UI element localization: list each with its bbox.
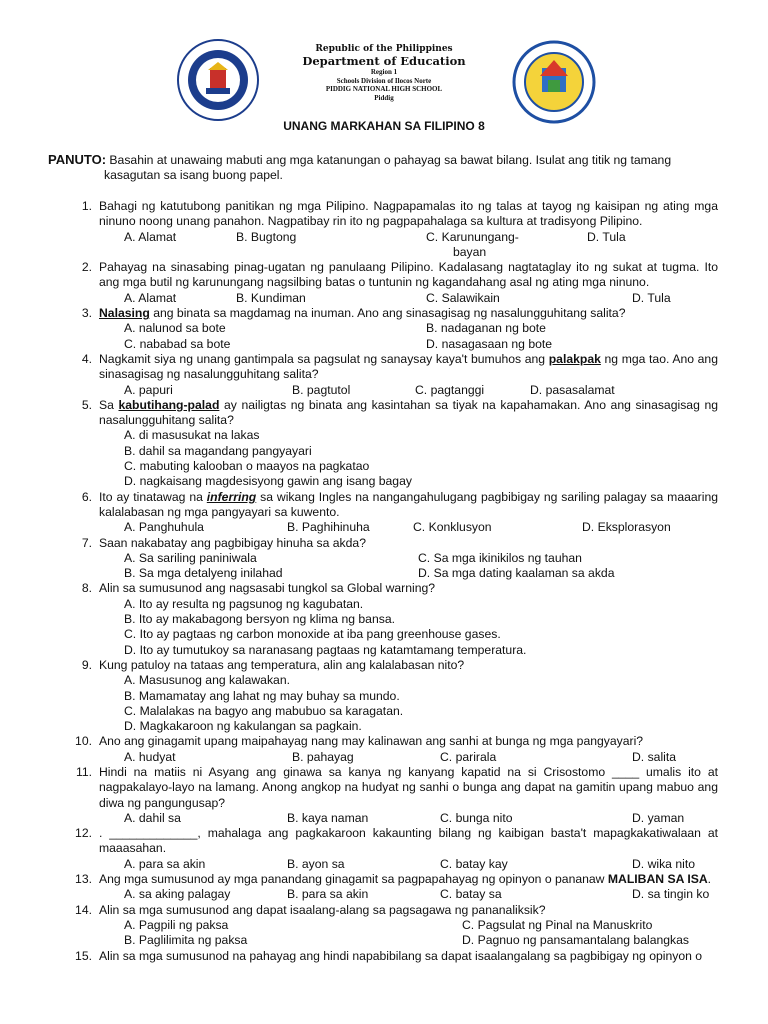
choice-c: C. pagtanggi [415,382,485,397]
question-text: Alin sa mga sumusunod na pahayag ang hindi napabibilang sa dapat isaalangalang sa pagbibigay ng opinyon o [99,948,703,963]
question-text-cont: ay nailigtas ng binata ang kasintahan sa tiyak na kapahamakan. Ano ang sinasagisag ng nasalungguhitang salita? [99,397,718,428]
instructions-line-1: Basahin at unawaing mabuti ang mga katanungan o pahayag sa bawat bilang. Isulat ang titik ng tamang [109,153,672,167]
question-text: Bahagi ng katutubong panitikan ng mga Pilipino. Nagpapamalas ito ng talas at tayog ng kaisipan ng ating mga ninuno noong unang panahon. Nagpatibay rin ito ng pagpapahalaga sa kultura at tradisyong Pilipino. [99,199,718,229]
question-number: 14. [75,902,92,917]
letterhead [0,44,768,102]
question-2 [0,260,768,291]
question-text-cont: . [707,872,712,887]
choice-a: A. Alamat [124,290,177,305]
choices-11 [0,811,768,826]
question-11 [0,765,768,811]
choice-a: A. para sa akin [124,856,206,871]
question-list [0,199,768,964]
choice-d: D. wika nito [632,856,695,871]
choices-13 [0,887,768,902]
choice-a: A. di masusukat na lakas [124,428,260,443]
choice-a: A. Pagpili ng paksa [124,917,229,932]
question-number: 2. [81,260,92,275]
choice-a: A. Sa sariling paniniwala [124,550,257,565]
choice-c: C. Konklusyon [413,520,492,535]
choices-3-row1 [0,321,768,336]
choice-a: A. Masusunog ang kalawakan. [124,673,290,688]
region-line: Region 1 [370,68,398,76]
emphasized-phrase: MALIBAN SA ISA [607,872,708,887]
choice-b: B. kaya naman [287,810,369,825]
question-9 [0,658,768,673]
question-4 [0,352,768,383]
question-5 [0,398,768,429]
choice-b: B. Paglilimita ng paksa [124,933,248,948]
choice-d: D. Pagnuo ng pansamantalang balangkas [462,933,689,948]
question-number: 5. [81,397,92,412]
choice-b: B. pahayag [292,749,354,764]
choice-b: B. pagtutol [292,382,351,397]
question-number: 1. [81,199,92,213]
question-number: 10. [75,734,92,749]
question-number: 11. [75,764,92,779]
choices-6 [0,520,768,535]
question-text: Pahayag na sinasabing pinag-ugatan ng panulaang Pilipino. Kadalasang nagtataglay ito ng sukat at tugma. Ito ang mga butil ng karunungang nagsilbing batas o tuntunin ng kagandahang asal ng ating mga ninuno. [99,260,718,290]
choice-a: A. dahil sa [124,810,181,825]
choice-d: D. Tula [587,229,626,244]
question-1 [0,199,768,230]
underlined-word: inferring [206,489,257,504]
choices-4 [0,383,768,398]
choice-d: D. Magkakaroon ng kakulangan sa pagkain. [124,719,362,734]
question-15 [0,949,768,964]
choice-c: C. parirala [440,749,497,764]
question-text: Saan nakabatay ang pagbibigay hinuha sa akda? [99,535,366,550]
instructions-label: PANUTO: [48,152,107,167]
department-line: Department of Education [302,54,466,68]
question-number: 9. [81,657,92,672]
question-6 [0,490,768,521]
choice-c: C. Ito ay pagtaas ng carbon monoxide at iba pang greenhouse gases. [124,627,501,642]
choice-c: C. Sa mga ikinikilos ng tauhan [418,550,582,565]
question-text: Ang mga sumusunod ay mga panandang ginagamit sa pagpapahayag ng opinyon o pananaw [99,872,608,887]
choice-d: D. Sa mga dating kaalaman sa akda [418,566,615,581]
choice-a: A. Alamat [124,229,177,244]
choice-d: D. nasagasaan ng bote [426,336,553,351]
choice-b: B. para sa akin [287,887,369,902]
choice-a: A. papuri [124,382,173,397]
choice-b: B. Ito ay makabagong bersyon ng klima ng bansa. [124,612,395,627]
choices-14-row1 [0,918,768,933]
choice-b: B. Mamamatay ang lahat ng may buhay sa mundo. [124,688,400,703]
town-line: Piddig [374,93,394,102]
question-3 [0,306,768,321]
underlined-word: Nalasing [99,306,150,321]
choice-b: B. Kundiman [236,290,306,305]
choices-10 [0,750,768,765]
choice-c: C. Karunungang- [426,229,519,244]
choice-c: C. Pagsulat ng Pinal na Manuskrito [462,917,653,932]
choice-b: B. dahil sa magandang pangyayari [124,443,312,458]
choices-7-row2 [0,566,768,581]
choice-c: C. batay sa [440,887,502,902]
choices-1 [0,230,768,245]
choice-c: C. mabuting kalooban o maayos na pagkatao [124,459,370,474]
choices-12 [0,857,768,872]
choice-c: C. nababad sa bote [124,336,231,351]
choices-14-row2 [0,933,768,948]
choice-d: D. Ito ay tumutukoy sa naranasang pagtaas ng katamtamang temperatura. [124,642,527,657]
question-14 [0,903,768,918]
republic-line: Republic of the Philippines [315,44,453,54]
question-number: 4. [81,351,92,366]
division-line: Schools Division of Ilocos Norte [336,76,432,85]
question-number: 8. [81,581,92,596]
choice-c-cont: bayan [453,244,487,259]
choice-b: B. Paghihinuha [287,520,370,535]
choice-d: D. Eksplorasyon [582,520,671,535]
underlined-word: palakpak [548,351,601,366]
instructions [48,152,728,183]
instructions-line-2: kasagutan sa isang buong papel. [104,168,283,182]
question-text: . _____________, mahalaga ang pagkakaroon kakaunting bilang ng kaibigan basta't mapagkakatiwalaan at maaasahan. [99,826,718,856]
question-number: 6. [81,489,92,504]
choice-c: C. Salawikain [426,290,500,305]
question-text-cont: sa wikang Ingles na nangangahulugang pagbibigay ng sariling palagay sa maaaring kalalabasan ng mga pangyayari sa kuwento. [99,489,718,519]
question-text-cont: ng mga tao. Ano ang sinasagisag ng nasalungguhitang salita? [99,351,718,382]
choice-d: D. yaman [632,810,685,825]
choice-a: A. sa aking palagay [124,887,231,902]
choice-a: A. Panghuhula [124,520,204,535]
question-number: 7. [81,535,92,550]
question-number: 13. [75,872,92,887]
choice-b: B. Sa mga detalyeng inilahad [124,566,283,581]
question-text: Sa [99,397,119,412]
question-text: Ito ay tinatawag na [99,489,207,504]
choice-a: A. nalunod sa bote [124,321,226,336]
choice-c: C. Malalakas na bagyo ang mabubuo sa karagatan. [124,703,404,718]
choice-d: D. Tula [632,290,671,305]
choice-a: A. hudyat [124,749,176,764]
question-text: Alin sa sumusunod ang nagsasabi tungkol sa Global warning? [99,581,436,596]
question-8 [0,581,768,596]
question-text: Hindi na matiis ni Asyang ang ginawa sa kanya ng kanyang kapatid na si Crisostomo ____ umalis ito at nagpakalayo-layo na lamang. Anong angkop na hudyat ng sanhi o bunga ang dapat na gamitin upang mabuo ang diwa ng pangungusap? [99,764,718,810]
question-number: 12. [75,826,92,841]
question-12 [0,826,768,857]
school-line: PIDDIG NATIONAL HIGH SCHOOL [325,85,443,93]
choice-d: D. salita [632,749,677,764]
question-13 [0,872,768,887]
question-10 [0,734,768,749]
question-number: 15. [75,948,92,963]
choices-1-cont [0,245,768,260]
question-text: Nagkamit siya ng unang gantimpala sa pagsulat ng sanaysay kaya't bumuhos ang [99,351,549,366]
question-text: Kung patuloy na tataas ang temperatura, alin ang kalalabasan nito? [99,657,465,672]
exam-title: UNANG MARKAHAN SA FILIPINO 8 [283,119,485,133]
question-text: Ano ang ginagamit upang maipahayag nang may kalinawan ang sanhi at bunga ng mga pangyayari? [99,734,644,749]
choice-a: A. Ito ay resulta ng pagsunog ng kagubatan. [124,596,364,611]
choice-d: D. pasasalamat [530,382,615,397]
choice-d: D. sa tingin ko [632,887,710,902]
underlined-word: kabutihang-palad [118,397,220,412]
question-7 [0,536,768,551]
choices-7-row1 [0,551,768,566]
choice-c: C. bunga nito [440,810,513,825]
choice-c: C. batay kay [440,856,508,871]
choice-b: B. nadaganan ng bote [426,321,546,336]
question-number: 3. [81,306,92,321]
choices-3-row2 [0,337,768,352]
choice-d: D. nagkaisang magdesisyong gawin ang isang bagay [124,474,412,489]
choices-2 [0,291,768,306]
question-text: Alin sa mga sumusunod ang dapat isaalang-alang sa pagsagawa ng pananaliksik? [99,902,546,917]
question-text: ang binata sa magdamag na inuman. Ano ang sinasagisag ng nasalungguhitang salita? [149,306,626,321]
choice-b: B. Bugtong [236,229,297,244]
choice-b: B. ayon sa [287,856,345,871]
